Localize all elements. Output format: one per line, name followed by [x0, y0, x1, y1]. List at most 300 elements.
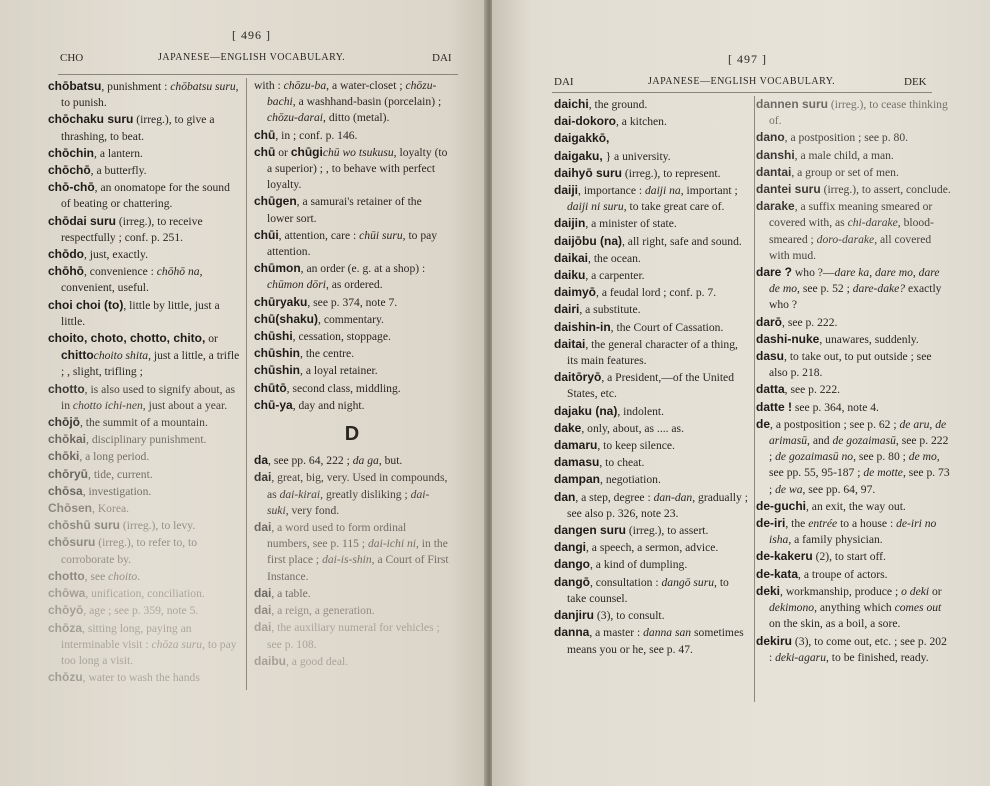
- entry-definition: , all covered with mud.: [769, 232, 932, 262]
- entry-example: daiji na: [644, 184, 681, 198]
- entry-definition: , the ocean.: [588, 251, 641, 265]
- entry-definition: , attention, care :: [278, 228, 360, 242]
- entry-definition: , a table.: [271, 586, 311, 600]
- entry-example: chū wo tsukusu: [322, 145, 394, 159]
- dictionary-entry: [756, 498, 952, 515]
- entry-headword: chū(shaku): [254, 311, 319, 326]
- entry-headword: chōchin: [48, 145, 95, 160]
- dictionary-entry: [554, 182, 750, 215]
- entry-definition: , a word used to form ordinal numbers, see p. 115 ;: [267, 521, 407, 551]
- entry-definition: , an exit, the way out.: [806, 499, 906, 513]
- running-head: [0, 52, 486, 72]
- entry-definition: , negotiation.: [600, 473, 661, 487]
- entry-definition: , a good deal.: [286, 654, 349, 668]
- entry-definition: , convenience :: [84, 265, 157, 279]
- dictionary-entry: [254, 227, 450, 260]
- entry-headword: chōsuru: [48, 535, 96, 550]
- dictionary-entry: [554, 403, 750, 420]
- dictionary-entry: [756, 633, 952, 666]
- entry-headword: darō: [756, 314, 783, 329]
- dictionary-entry: [254, 144, 450, 194]
- entry-headword: dango: [554, 557, 590, 572]
- dictionary-entry: [554, 233, 750, 250]
- dictionary-entry: [48, 568, 240, 585]
- entry-headword: daishin-in: [554, 319, 611, 334]
- entry-headword: chūi: [254, 227, 279, 242]
- dictionary-entry: [554, 539, 750, 556]
- running-head-center: JAPANESE—ENGLISH VOCABULARY.: [648, 76, 836, 87]
- entry-definition: , in ; conf. p. 146.: [275, 128, 358, 142]
- dictionary-entry: [254, 311, 450, 328]
- entry-example: dare ka, dare mo, dare de mo: [769, 266, 940, 296]
- dictionary-entry: [48, 431, 240, 448]
- entry-definition: , little by little, just a little.: [61, 298, 220, 328]
- entry-headword: dai: [254, 620, 272, 635]
- dictionary-entry: [756, 548, 952, 565]
- entry-headword: chōkai: [48, 432, 87, 447]
- right-page: [492, 0, 990, 786]
- entry-definition: , a master :: [589, 626, 644, 640]
- entry-definition: (irreg.), to assert, conclude.: [820, 183, 951, 197]
- entry-definition: , to pay too long a visit.: [61, 637, 237, 667]
- entry-definition: , a water-closet ;: [326, 79, 406, 92]
- dictionary-entry: [756, 399, 952, 416]
- entry-example: de aru, de arimasū: [769, 417, 947, 448]
- entry-headword: chōchō: [48, 163, 91, 178]
- dictionary-entry: [554, 215, 750, 232]
- entry-headword: choito, choto, chotto, chito,: [48, 331, 206, 346]
- entry-definition: , workmanship, produce ;: [780, 584, 902, 598]
- entry-definition: (3), to consult.: [594, 609, 665, 623]
- entry-definition: , to behave with perfect loyalty.: [267, 162, 436, 192]
- entry-definition: (2), to start off.: [812, 550, 886, 564]
- left-column-1: [48, 78, 240, 686]
- entry-definition: (irreg.), to levy.: [120, 519, 196, 533]
- right-column-1: [554, 96, 750, 658]
- entry-definition: , as ordered.: [325, 278, 383, 292]
- entry-headword: dai: [254, 520, 272, 535]
- entry-definition: , loyalty (to a superior) ;: [267, 145, 448, 176]
- entry-definition: , just about a year.: [142, 398, 228, 412]
- entry-example: chi-darake: [847, 216, 898, 230]
- entry-definition: , to cheat.: [599, 456, 645, 470]
- left-page: [0, 0, 486, 786]
- entry-definition: (3), to come out, etc. ; see p. 202 :: [769, 634, 947, 664]
- entry-definition: , important ;: [680, 184, 738, 198]
- dictionary-entry: [48, 162, 240, 179]
- running-head-left: CHO: [60, 52, 84, 64]
- entry-headword: dai: [254, 585, 272, 600]
- entry-example: de wa: [775, 482, 803, 496]
- entry-definition: see p. 364, note 4.: [792, 400, 879, 414]
- entry-definition: , an order (e. g. at a shop) :: [300, 262, 426, 276]
- entry-definition: , a lantern.: [94, 146, 143, 160]
- entry-example: chōzu-darai: [267, 111, 324, 125]
- running-head-center: JAPANESE—ENGLISH VOCABULARY.: [158, 52, 346, 63]
- entry-definition: , a postposition ; see p. 80.: [784, 131, 909, 145]
- entry-headword: chūtō: [254, 380, 287, 395]
- entry-example: chōzu-bachi: [267, 79, 437, 109]
- entry-definition: , a male child, a man.: [794, 148, 894, 162]
- entry-example: deki-agaru: [775, 650, 826, 664]
- entry-headword: dai: [254, 470, 272, 485]
- entry-example: dai-is-shin: [322, 553, 372, 567]
- dictionary-entry: [48, 585, 240, 602]
- entry-headword: dannen suru: [756, 97, 829, 111]
- entry-definition: , see pp. 55, 95-187 ;: [769, 450, 940, 480]
- right-column-2: [756, 96, 952, 666]
- entry-definition: (irreg.), to receive respectfully ; conf. p. 251.: [61, 214, 203, 244]
- entry-example: doro-darake: [816, 232, 875, 246]
- entry-headword: danshi: [756, 147, 795, 162]
- entry-headword: dai-dokoro: [554, 114, 616, 129]
- dictionary-entry: [756, 147, 952, 164]
- entry-headword: daihyō suru: [554, 165, 623, 180]
- entry-example: daiji ni suru: [567, 200, 624, 214]
- dictionary-entry: [554, 267, 750, 284]
- entry-definition: , disciplinary punishment.: [86, 433, 207, 447]
- entry-headword: chūshin: [254, 346, 301, 361]
- entry-example: chōzu-ba: [283, 79, 327, 92]
- entry-definition: , the auxiliary numeral for vehicles ; see p. 108.: [267, 621, 440, 651]
- entry-headword: daitōryō: [554, 370, 602, 385]
- entry-definition: .: [137, 569, 141, 583]
- entry-headword: dantai: [756, 164, 792, 179]
- dictionary-entry: [554, 624, 750, 657]
- dictionary-entry: [48, 669, 240, 686]
- entry-definition: , see: [84, 569, 109, 583]
- entry-definition: , very fond.: [285, 503, 340, 517]
- entry-definition: , a feudal lord ; conf. p. 7.: [596, 286, 717, 300]
- entry-example: dare-dake?: [852, 282, 906, 296]
- entry-headword: daijōbu (na): [554, 233, 622, 248]
- entry-example: de gozaimasū no: [775, 450, 854, 464]
- dictionary-entry: [554, 113, 750, 130]
- entry-headword: datta: [756, 382, 785, 397]
- entry-headword: de-kakeru: [756, 549, 813, 564]
- entry-headword: chotto: [48, 568, 85, 583]
- entry-definition: , unawares, suddenly.: [819, 332, 919, 346]
- entry-headword: chotto: [48, 381, 85, 396]
- running-head-right: DEK: [904, 76, 927, 88]
- entry-headword: dajaku (na): [554, 403, 618, 418]
- dictionary-entry: [48, 517, 240, 534]
- dictionary-entry: [254, 619, 450, 652]
- running-head-right: DAI: [432, 52, 452, 64]
- entry-headword: daigakkō,: [554, 131, 610, 146]
- dictionary-entry: [756, 515, 952, 548]
- dictionary-entry: [554, 471, 750, 488]
- entry-example: da ga: [352, 454, 379, 468]
- entry-definition: , punishment :: [101, 80, 171, 93]
- entry-headword: de-guchi: [756, 498, 806, 513]
- entry-example: chōbatsu suru: [170, 80, 236, 93]
- entry-headword: chōshū suru: [48, 518, 121, 533]
- entry-example: dekimono: [769, 601, 815, 615]
- dictionary-entry: [756, 348, 952, 381]
- entry-definition: , a long period.: [79, 450, 150, 464]
- entry-definition: on the skin, as a boil, a sore.: [769, 617, 901, 631]
- entry-definition: with :: [254, 79, 284, 92]
- entry-definition: , blood-smeared ;: [769, 216, 934, 246]
- entry-definition: , to take great care of.: [623, 200, 725, 214]
- entry-definition: , see p. 222.: [782, 315, 838, 329]
- dictionary-entry: [756, 381, 952, 398]
- dictionary-entry: [756, 96, 952, 129]
- entry-definition: , water to wash the hands: [82, 671, 200, 685]
- entry-headword: darake: [756, 199, 795, 214]
- entry-example: dai-ichi ni: [368, 537, 416, 551]
- entry-headword: chōwa: [48, 586, 86, 601]
- entry-definition: , see p. 73 ;: [769, 466, 950, 496]
- running-head-left: DAI: [554, 76, 574, 88]
- dictionary-entry: [48, 297, 240, 330]
- entry-headword: danna: [554, 625, 590, 640]
- entry-headword: chūgen: [254, 194, 297, 209]
- dictionary-entry: [48, 466, 240, 483]
- entry-definition: , a kitchen.: [616, 115, 667, 129]
- dictionary-entry: [254, 585, 450, 602]
- dictionary-entry: [48, 213, 240, 246]
- entry-definition: or: [275, 145, 291, 159]
- dictionary-entry: [254, 380, 450, 397]
- entry-definition: sometimes means you or he, see p. 47.: [567, 626, 744, 656]
- left-column-2: [254, 78, 450, 670]
- dictionary-entry: [254, 362, 450, 379]
- entry-headword: daiku: [554, 268, 586, 283]
- entry-headword: dampan: [554, 472, 601, 487]
- dictionary-entry: [48, 414, 240, 431]
- entry-definition: who ?—: [792, 266, 835, 280]
- dictionary-entry: [554, 250, 750, 267]
- entry-headword: chūshin: [254, 363, 301, 378]
- dictionary-entry: [756, 129, 952, 146]
- entry-headword: chōsa: [48, 483, 83, 498]
- entry-definition: , indolent.: [617, 404, 665, 418]
- entry-definition: , a family physician.: [788, 533, 883, 547]
- entry-definition: , a President,—of the United States, etc.: [567, 371, 734, 401]
- entry-headword: dare ?: [756, 265, 793, 280]
- entry-definition: , a suffix meaning smeared or covered with, as: [769, 200, 933, 230]
- dictionary-entry: [48, 381, 240, 414]
- entry-example: o deki: [901, 584, 930, 598]
- entry-definition: , age ; see p. 359, note 5.: [83, 604, 199, 618]
- entry-headword: dashi-nuke: [756, 331, 820, 346]
- entry-definition: , a Court of First Instance.: [267, 553, 449, 583]
- entry-definition: , just, exactly.: [84, 248, 148, 262]
- entry-headword: dano: [756, 130, 785, 145]
- dictionary-entry: [554, 522, 750, 539]
- entry-example: de gozaimasū: [832, 434, 896, 448]
- entry-headword: deki: [756, 583, 781, 598]
- entry-definition: , see p. 374, note 7.: [307, 295, 398, 309]
- entry-definition: , a postposition ; see p. 62 ;: [770, 417, 900, 431]
- entry-definition: , to punish.: [61, 80, 239, 110]
- entry-headword: de-iri: [756, 516, 786, 531]
- entry-definition: , a reign, a generation.: [271, 604, 375, 618]
- entry-definition: , see p. 52 ;: [797, 282, 853, 296]
- entry-definition: , a carpenter.: [585, 269, 645, 283]
- entry-example: de motte: [863, 466, 903, 480]
- entry-headword: Chōsen: [48, 501, 93, 516]
- entry-headword: daimyō: [554, 285, 597, 300]
- entry-definition: , a washhand-basin (porcelain) ;: [292, 95, 442, 109]
- entry-definition: or: [929, 584, 942, 598]
- entry-definition: (irreg.), to cease thinking of.: [769, 98, 948, 128]
- entry-definition: , the ground.: [588, 98, 648, 111]
- entry-definition: , Korea.: [92, 502, 130, 516]
- entry-definition: , cessation, stoppage.: [292, 330, 391, 344]
- entry-headword: datte !: [756, 399, 792, 414]
- entry-definition: or: [205, 332, 218, 346]
- entry-headword: de: [756, 416, 771, 431]
- entry-headword: chōchaku suru: [48, 112, 134, 127]
- dictionary-entry: [254, 127, 450, 144]
- entry-definition: } a university.: [602, 149, 671, 163]
- entry-headword: chō-chō: [48, 180, 95, 195]
- entry-definition: , ditto (metal).: [323, 111, 390, 125]
- dictionary-entry: [554, 336, 750, 369]
- dictionary-entry: [756, 566, 952, 583]
- dictionary-entry: [254, 193, 450, 226]
- entry-headword: daiji: [554, 183, 579, 198]
- entry-headword: chūgi: [290, 144, 323, 159]
- dictionary-entry: [48, 179, 240, 212]
- entry-headword: chūshi: [254, 329, 293, 344]
- entry-definition: , see p. 80 ;: [853, 450, 909, 464]
- dictionary-entry: [48, 483, 240, 500]
- entry-definition: , an onomatope for the sound of beating or chattering.: [61, 181, 230, 211]
- dictionary-entry: [554, 165, 750, 182]
- entry-headword: chū: [254, 127, 276, 142]
- entry-headword: chū: [254, 144, 276, 159]
- entry-example: dan-dan: [653, 490, 693, 504]
- entry-headword: dangi: [554, 540, 586, 555]
- entry-definition: , to take out, to put outside ; see also p. 218.: [769, 350, 932, 380]
- dictionary-entry: [48, 263, 240, 296]
- dictionary-entry: [48, 620, 240, 670]
- entry-definition: , the: [785, 517, 809, 531]
- entry-example: chūi suru: [359, 228, 403, 242]
- entry-headword: damaru: [554, 438, 598, 453]
- dictionary-entry: [554, 319, 750, 336]
- entry-headword: chōki: [48, 449, 80, 464]
- dictionary-entry: [48, 111, 240, 144]
- entry-definition: , see pp. 64, 222 ;: [268, 454, 353, 468]
- dictionary-entry: [254, 452, 450, 469]
- entry-definition: , to be finished, ready.: [826, 650, 929, 664]
- section-letter: D: [344, 423, 360, 446]
- entry-example: chotto ichi-nen: [72, 398, 143, 412]
- entry-definition: , a group or set of men.: [791, 165, 899, 179]
- entry-headword: daichi: [554, 97, 589, 111]
- entry-definition: , to pay attention.: [267, 228, 438, 259]
- entry-definition: , a kind of dumpling.: [590, 558, 688, 572]
- entry-definition: , importance :: [578, 184, 645, 198]
- entry-headword: dangō: [554, 574, 590, 589]
- entry-definition: , just a little, a trifle ;: [61, 349, 240, 379]
- entry-definition: (irreg.), to give a thrashing, to beat.: [61, 113, 215, 143]
- dictionary-entry: [254, 519, 450, 585]
- entry-definition: , a substitute.: [579, 303, 641, 317]
- entry-definition: , is also used to signify about, as in: [61, 382, 236, 412]
- dictionary-entry: [254, 294, 450, 311]
- dictionary-entry: [254, 260, 450, 293]
- entry-definition: , a speech, a sermon, advice.: [586, 541, 719, 555]
- entry-headword: dairi: [554, 302, 580, 317]
- entry-definition: , greatly disliking ;: [320, 487, 411, 501]
- entry-headword: chūmon: [254, 261, 301, 276]
- entry-headword: chōhō: [48, 264, 84, 279]
- dictionary-entry: [756, 198, 952, 264]
- entry-definition: , sitting long, paying an interminable visit :: [61, 621, 192, 651]
- dictionary-entry: [554, 454, 750, 471]
- dictionary-entry: [48, 145, 240, 162]
- entry-headword: chōdai suru: [48, 213, 117, 228]
- dictionary-entry: [254, 602, 450, 619]
- entry-definition: , see p. 222.: [784, 383, 841, 397]
- entry-example: entrée: [808, 517, 838, 531]
- dictionary-entry: [554, 574, 750, 607]
- entry-definition: , but.: [378, 454, 403, 468]
- dictionary-entry: [756, 331, 952, 348]
- entry-example: de-iri no isha: [769, 517, 937, 547]
- entry-definition: , the summit of a mountain.: [80, 416, 208, 430]
- entry-example: dai-suki: [267, 487, 430, 517]
- entry-definition: , a step, degree :: [575, 490, 654, 504]
- entry-definition: (irreg.), to assert.: [626, 524, 709, 538]
- entry-example: chōhō na: [156, 265, 200, 279]
- entry-definition: , the centre.: [300, 347, 355, 361]
- dictionary-entry: [48, 448, 240, 465]
- entry-headword: dekiru: [756, 633, 793, 648]
- entry-headword: damasu: [554, 455, 600, 470]
- entry-headword: daitai: [554, 336, 586, 351]
- header-rule: [58, 74, 458, 75]
- entry-example: comes out: [894, 601, 942, 615]
- entry-headword: chōryū: [48, 466, 89, 481]
- entry-headword: dan: [554, 489, 576, 504]
- dictionary-entry: [756, 416, 952, 498]
- entry-definition: , in the first place ;: [267, 537, 448, 567]
- dictionary-entry: [554, 130, 750, 147]
- entry-definition: , a samurai's retainer of the lower sort.: [267, 195, 422, 225]
- entry-definition: , a troupe of actors.: [798, 567, 888, 581]
- dictionary-entry: [254, 328, 450, 345]
- dictionary-entry: [554, 420, 750, 437]
- entry-definition: , unification, conciliation.: [85, 587, 205, 601]
- entry-headword: daikai: [554, 250, 589, 265]
- entry-example: danna san: [643, 626, 692, 640]
- entry-definition: , second class, middling.: [286, 381, 401, 395]
- entry-definition: , a minister of state.: [585, 217, 677, 231]
- entry-definition: , gradually ; see also p. 326, note 23.: [567, 490, 748, 520]
- entry-definition: , tide, current.: [88, 467, 153, 481]
- entry-definition: , investigation.: [82, 484, 152, 498]
- entry-example: chōza suru: [151, 637, 203, 651]
- entry-headword: chitto: [61, 348, 94, 363]
- entry-definition: , commentary.: [318, 312, 384, 326]
- entry-headword: dake: [554, 420, 582, 435]
- dictionary-entry: [554, 301, 750, 318]
- entry-definition: , anything which: [814, 601, 895, 615]
- entry-headword: danjiru: [554, 608, 595, 623]
- dictionary-entry: [48, 78, 240, 111]
- entry-definition: , all right, safe and sound.: [622, 234, 742, 248]
- entry-definition: , slight, trifling ;: [67, 365, 143, 379]
- dictionary-entry: [554, 284, 750, 301]
- header-rule: [552, 92, 932, 93]
